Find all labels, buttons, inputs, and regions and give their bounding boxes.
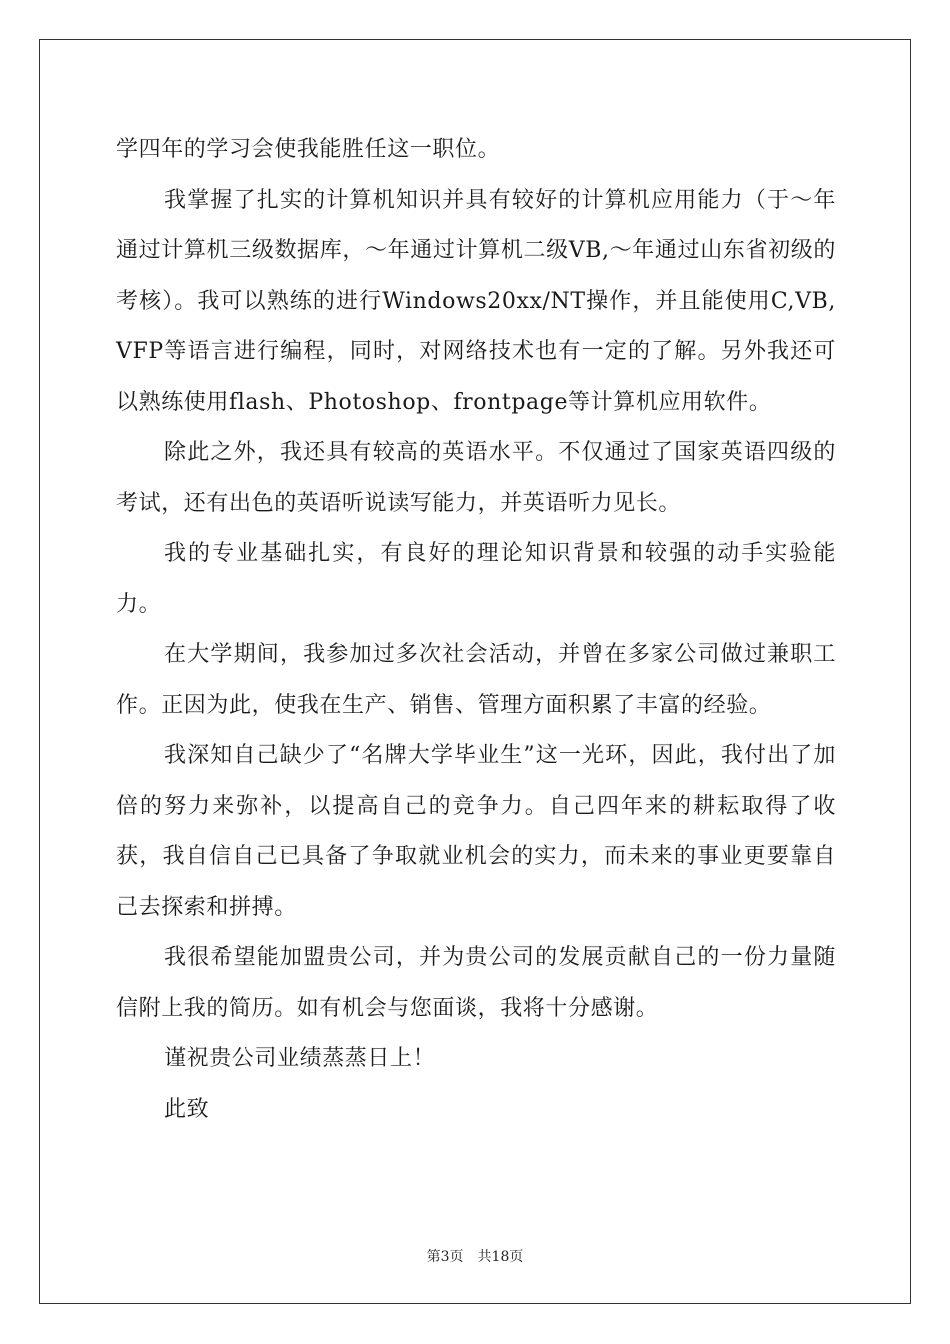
page-number-footer: 第3页 共18页 — [426, 1249, 524, 1265]
document-body — [116, 125, 836, 1135]
paragraph-3: 除此之外，我还具有较高的英语水平。不仅通过了国家英语四级的考试，还有出色的英语听说读写能力，并英语听力见长。 — [116, 440, 836, 516]
paragraph-2: 我掌握了扎实的计算机知识并具有较好的计算机应用能力（于～年通过计算机三级数据库，～年通过计算机二级VB,～年通过山东省初级的考核）。我可以熟练的进行Windows20xx/NT操作，并且能使用C,VB,VFP等语言进行编程，同时，对网络技术也有一定的了解。另外我还可以熟练使用flash、Photoshop、frontpage等计算机应用软件。 — [116, 187, 836, 415]
paragraph-5: 在大学期间，我参加过多次社会活动，并曾在多家公司做过兼职工作。正因为此，使我在生产、销售、管理方面积累了丰富的经验。 — [116, 642, 836, 718]
paragraph-8: 谨祝贵公司业绩蒸蒸日上！ — [164, 1046, 436, 1071]
paragraph-9: 此致 — [164, 1096, 210, 1122]
paragraph-6: 我深知自己缺少了“名牌大学毕业生”这一光环，因此，我付出了加倍的努力来弥补，以提高自己的竞争力。自己四年来的耕耘取得了收获，我自信自己已具备了争取就业机会的实力，而未来的事业更要靠自己去探索和拼搏。 — [116, 743, 836, 920]
paragraph-1: 学四年的学习会使我能胜任这一职位。 — [116, 137, 501, 162]
paragraph-7: 我很希望能加盟贵公司，并为贵公司的发展贡献自己的一份力量随信附上我的简历。如有机会与您面谈，我将十分感谢。 — [116, 945, 836, 1021]
paragraph-4: 我的专业基础扎实，有良好的理论知识背景和较强的动手实验能力。 — [116, 541, 836, 617]
